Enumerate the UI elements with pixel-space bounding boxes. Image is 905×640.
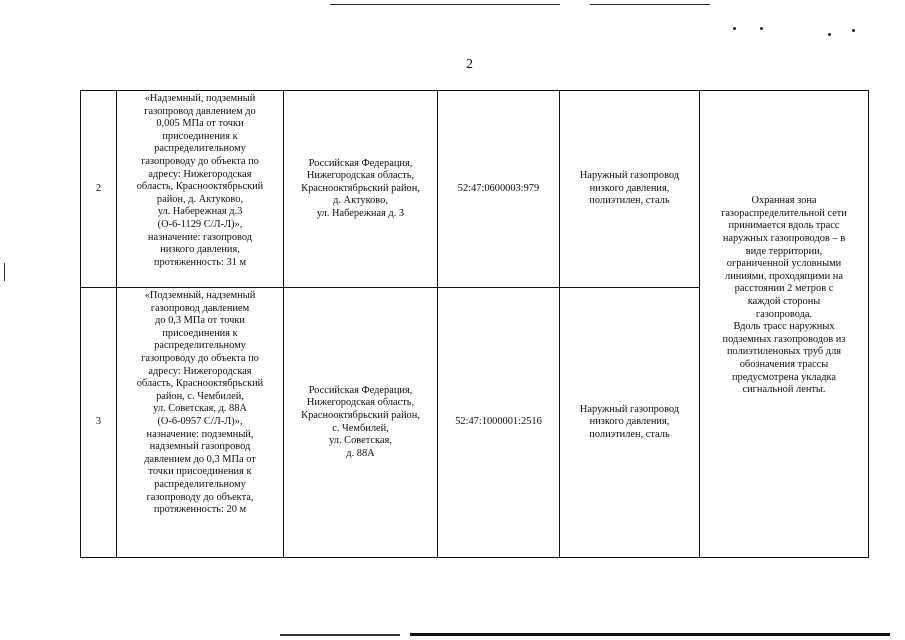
row-number-cell: 2 [81, 91, 117, 288]
scan-speck [828, 33, 831, 36]
scan-artifact-top-2 [590, 4, 710, 5]
protection-zone-cell [700, 91, 869, 558]
protection-zone-text: Охранная зона газораспределительной сети принимается вдоль трасс наружных газопроводов – в виде территории, ограниченной условными линиями, проходящими на расстоянии 2 метров с каждой стороны газопровода. Вдоль трасс наружных подземных газопроводов из полиэтиленовых труб для обозначения трассы предусмотрена укладка сигнальной ленты. [721, 195, 847, 396]
gas-pipeline-table [80, 90, 869, 558]
scan-artifact-left [4, 263, 5, 281]
pipeline-type-cell: Наружный газопровод низкого давления, полиэтилен, сталь [560, 288, 700, 558]
scan-artifact-top [330, 4, 560, 5]
scan-speck [760, 27, 763, 30]
row-number-cell: 3 [81, 288, 117, 558]
object-description-cell: «Подземный, надземный газопровод давлением до 0,3 МПа от точки присоединения к распределительному газопроводу до объекта по адресу: Нижегородская область, Краснооктябрьский район, с. Чембилей, ул. Советская, д. 88А (О-6-0957 С/Л-Л)», назначение: подземный, надземный газопровод давлением до 0,3 МПа от точки присоединения к распределительному газопроводу до объекта, протяженность: 20 м [117, 288, 284, 558]
scan-speck [733, 27, 736, 30]
object-address-cell: Российская Федерация, Нижегородская область, Краснооктябрьский район, с. Чембилей, ул. Советская, д. 88А [284, 288, 438, 558]
scan-speck [852, 29, 855, 32]
cadastral-number-cell: 52:47:0600003:979 [438, 91, 560, 288]
object-description-cell: «Надземный, подземный газопровод давлением до 0,005 МПа от точки присоединения к распределительному газопроводу до объекта по адресу: Нижегородская область, Краснооктябрьский район, д. Актуково, ул. Набережная д.3 (О-6-1129 С/Л-Л)», назначение: газопровод низкого давления, протяженность: 31 м [117, 91, 284, 288]
table-row [81, 91, 869, 288]
scan-artifact-bottom [280, 634, 400, 636]
object-address-cell: Российская Федерация, Нижегородская область, Краснооктябрьский район, д. Актуково, ул. Набережная д. 3 [284, 91, 438, 288]
page-number: 2 [466, 57, 473, 72]
cadastral-number-cell: 52:47:1000001:2516 [438, 288, 560, 558]
scan-artifact-bottom-2 [410, 633, 890, 636]
pipeline-type-cell: Наружный газопровод низкого давления, полиэтилен, сталь [560, 91, 700, 288]
